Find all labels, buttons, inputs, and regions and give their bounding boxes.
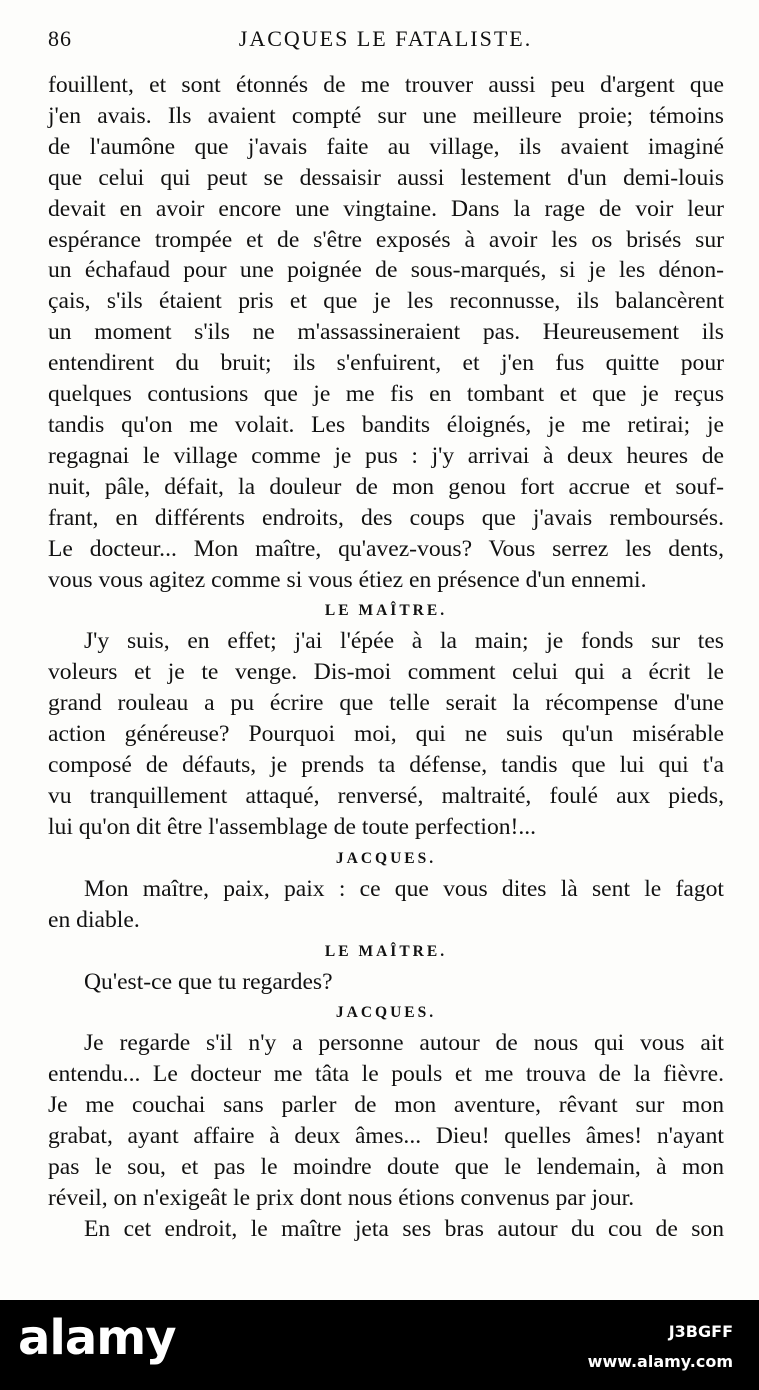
text-line: nuit, pâle, défait, la douleur de mon genou fort accrue et souf- xyxy=(48,473,724,500)
text-line: Mon maître, paix, paix : ce que vous dites là sent le fagot xyxy=(84,875,724,902)
watermark-bar xyxy=(0,1300,759,1390)
speaker-heading: LE MAÎTRE. xyxy=(324,602,448,620)
text-line: un moment s'ils ne m'assassineraient pas. Heureusement ils xyxy=(48,319,724,346)
paragraph xyxy=(48,70,724,595)
page-number: 86 xyxy=(48,26,72,51)
text-line: grabat, ayant affaire à deux âmes... Dieu! quelles âmes! n'ayant xyxy=(48,1123,724,1150)
speaker-heading: JACQUES. xyxy=(335,1004,437,1022)
text-line: en diable. xyxy=(48,906,140,933)
text-line: entendirent du bruit; ils s'enfuirent, et j'en fus quitte pour xyxy=(48,350,724,377)
text-line: çais, s'ils étaient pris et que je les reconnusse, ils balancèrent xyxy=(48,288,724,315)
text-line: action généreuse? Pourquoi moi, qui ne suis qu'un misérable xyxy=(48,721,724,748)
site-url: www.alamy.com xyxy=(587,1352,733,1371)
text-line: devait en avoir encore une vingtaine. Dans la rage de voir leur xyxy=(48,195,724,222)
body-text xyxy=(48,70,724,1245)
paragraph xyxy=(48,1214,724,1245)
paragraph xyxy=(48,626,724,842)
text-line: voleurs et je te venge. Dis-moi comment celui qui a écrit le xyxy=(48,659,724,686)
text-line: J'y suis, en effet; j'ai l'épée à la main; je fonds sur tes xyxy=(84,628,724,655)
page-header xyxy=(48,26,723,60)
text-line: Je regarde s'il n'y a personne autour de nous qui vous ait xyxy=(84,1030,724,1057)
speaker-heading: JACQUES. xyxy=(335,849,437,867)
text-line: tandis qu'on me volait. Les bandits éloignés, je me retirai; je xyxy=(48,411,724,438)
speaker-heading: LE MAÎTRE. xyxy=(324,942,448,960)
text-line: grand rouleau a pu écrire que telle serait la récompense d'une xyxy=(48,690,724,717)
text-line: composé de défauts, je prends ta défense, tandis que lui qui t'a xyxy=(48,752,724,779)
text-line: entendu... Le docteur me tâta le pouls et me trouva de la fièvre. xyxy=(48,1061,724,1088)
text-line: regagnai le village comme je pus : j'y arrivai à deux heures de xyxy=(48,442,724,469)
text-line: réveil, on n'exigeât le prix dont nous étions convenus par jour. xyxy=(48,1185,635,1211)
text-line: Je me couchai sans parler de mon aventure, rêvant sur mon xyxy=(48,1092,724,1119)
running-title: JACQUES LE FATALISTE. xyxy=(238,26,533,51)
text-line: fouillent, et sont étonnés de me trouver aussi peu d'argent que xyxy=(48,72,724,98)
text-line: pas le sou, et pas le moindre doute que le lendemain, à mon xyxy=(48,1154,724,1181)
paragraph xyxy=(48,874,724,936)
text-line: vous vous agitez comme si vous étiez en présence d'un ennemi. xyxy=(48,566,647,593)
paragraph xyxy=(48,967,724,998)
text-line: que celui qui peut se dessaisir aussi lestement d'un demi-louis xyxy=(48,164,724,191)
paragraph xyxy=(48,1028,724,1213)
text-line: de l'aumône que j'avais faite au village, ils avaient imaginé xyxy=(48,133,724,160)
text-line: j'en avais. Ils avaient compté sur une meilleure proie; témoins xyxy=(48,102,724,129)
watermark-logo: alamy xyxy=(18,1310,176,1366)
text-line: lui qu'on dit être l'assemblage de toute perfection!... xyxy=(48,813,537,840)
text-line: Qu'est-ce que tu regardes? xyxy=(84,968,333,995)
text-line: vu tranquillement attaqué, renversé, maltraité, foulé aux pieds, xyxy=(48,782,724,809)
text-line: espérance trompée et de s'être exposés à avoir les os brisés sur xyxy=(48,226,724,253)
text-line: En cet endroit, le maître jeta ses bras autour du cou de son xyxy=(84,1215,724,1242)
text-line: frant, en différents endroits, des coups que j'avais remboursés. xyxy=(48,504,724,531)
image-id: J3BGFF xyxy=(668,1322,733,1341)
text-line: quelques contusions que je me fis en tombant et que je reçus xyxy=(48,381,724,408)
text-line: Le docteur... Mon maître, qu'avez-vous? Vous serrez les dents, xyxy=(48,535,724,562)
text-line: un échafaud pour une poignée de sous-marqués, si je les dénon- xyxy=(48,257,724,284)
